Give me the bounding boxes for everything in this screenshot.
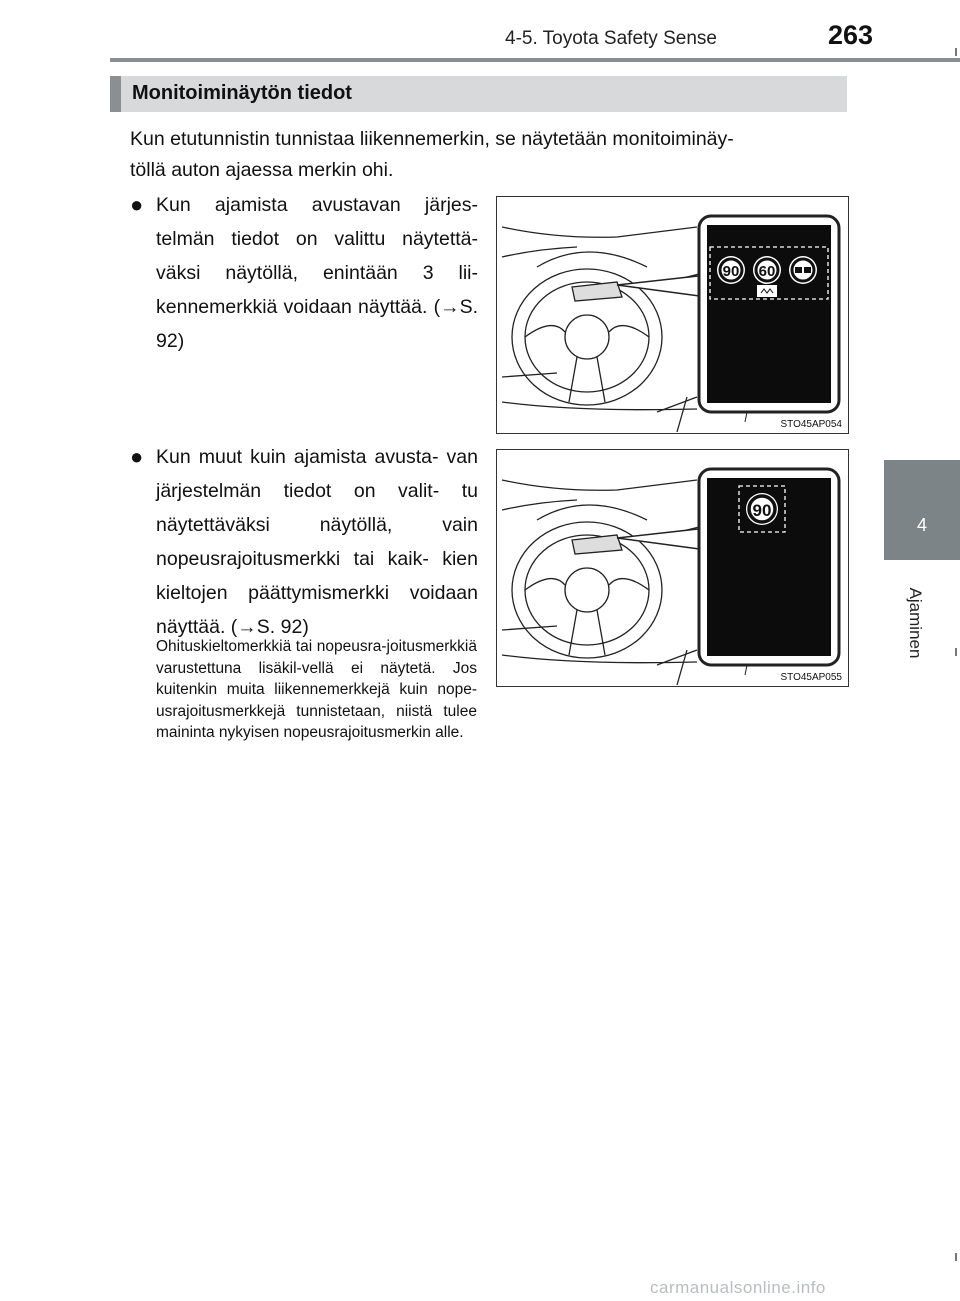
watermark: carmanualsonline.info (650, 1278, 826, 1297)
bullet-line: van järjestelmän tiedot on valit- (156, 446, 478, 502)
bullet-line: kien kieltojen päättymismerkki (156, 548, 478, 604)
bullet-line: (→S. 92) (156, 296, 478, 352)
note-paragraph: Ohituskieltomerkkiä tai nopeusra-joitusmerkkiä varustettuna lisäkil-vellä ei näytetä. Jos kuitenkin muita liikennemerkkejä kuin nope-usrajoitusmerkkejä tunnistetaan, niistä tulee maininta nykyisen nopeusrajoitusmerkin alle. (156, 638, 477, 741)
edge-mark (955, 648, 957, 656)
speed-sign-label: 90 (752, 501, 772, 520)
edge-mark (955, 1253, 957, 1261)
bullet-line: tu näytettäväksi näytöllä, vain (156, 480, 478, 536)
bullet-line: kennemerkkiä voidaan näyttää. (156, 296, 428, 318)
speed-sign-label: 60 (758, 263, 776, 280)
bullet-line: väksi näytöllä, enintään 3 lii- (156, 262, 478, 284)
chapter-tab (884, 460, 960, 560)
bullet-line: Kun ajamista avustavan järjes- (156, 194, 478, 216)
bullet-text (130, 188, 478, 358)
chapter-label (905, 578, 925, 668)
section-title: Monitoiminäytön tiedot (132, 82, 352, 104)
bullet-line: nopeusrajoitusmerkki tai kaik- (156, 548, 429, 570)
figure-dashboard-three-signs (496, 196, 849, 434)
chapter-label-text: Ajaminen (906, 587, 925, 659)
bullet-dot-icon: ● (130, 444, 144, 469)
intro-line: töllä auton ajaessa merkin ohi. (130, 159, 394, 181)
edge-mark (955, 48, 957, 56)
speed-sign-label: 90 (722, 263, 740, 280)
header-rule (110, 58, 960, 62)
dashboard-illustration (497, 197, 848, 433)
intro-paragraph (130, 124, 845, 186)
bullet-line: telmän tiedot on valittu näytettä- (156, 228, 478, 250)
bullet-line: voidaan näyttää. (→S. 92) (156, 582, 478, 638)
section-heading (110, 76, 847, 112)
figure-code: STO45AP054 (780, 419, 842, 430)
bullet-item-2 (130, 440, 478, 644)
intro-line: Kun etutunnistin tunnistaa liikennemerkin, se näytetään monitoiminäy- (130, 128, 734, 150)
bullet-line: Kun muut kuin ajamista avusta- (156, 446, 439, 468)
bullet-text (130, 440, 478, 644)
dashboard-illustration (497, 450, 848, 686)
section-accent (110, 76, 121, 112)
figure-dashboard-single-sign (496, 449, 849, 687)
header-section-title: 4-5. Toyota Safety Sense (505, 28, 717, 49)
bullet-item-1 (130, 188, 478, 358)
bullet-dot-icon: ● (130, 192, 144, 217)
figure-code: STO45AP055 (780, 672, 842, 683)
chapter-number: 4 (916, 515, 927, 535)
page-number: 263 (828, 20, 874, 50)
